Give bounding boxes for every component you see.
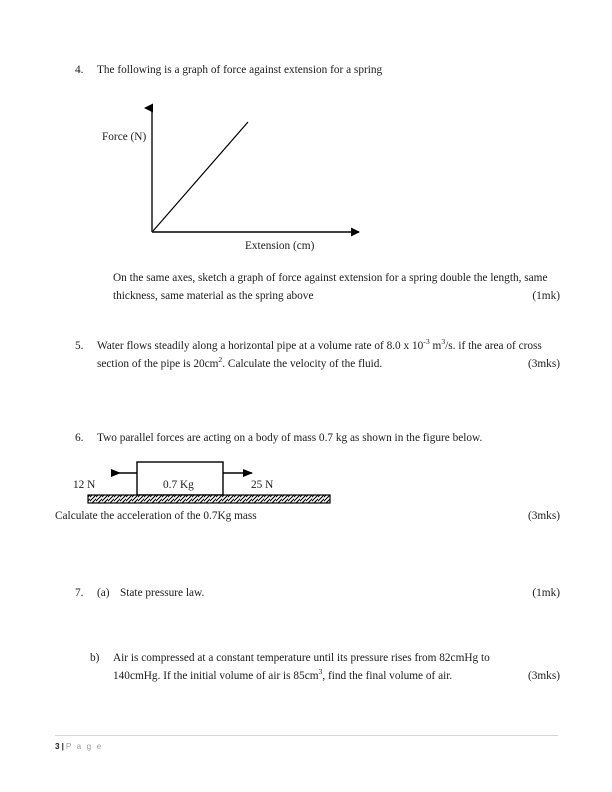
question-6-marks: (3mks) [527, 510, 560, 522]
question-4-marks: (1mk) [532, 290, 560, 302]
question-7a-marks: (1mk) [532, 587, 560, 599]
graph-y-axis-label: Force (N) [102, 131, 147, 143]
q7b-exponent-cubed: 3 [318, 666, 323, 676]
ground-surface [88, 495, 330, 503]
q5-text-b: m [429, 340, 442, 352]
question-5-marks: (3mks) [527, 358, 560, 370]
question-4-stem: The following is a graph of force against extension for a spring [97, 64, 383, 76]
q5-text-c: /s. if the area of cross section of the pipe is 20cm [97, 340, 542, 370]
question-6-number: 6. [75, 432, 84, 444]
q5-text-d: . Calculate the velocity of the fluid. [222, 357, 383, 370]
footer-page-number: 3 [55, 742, 60, 751]
q5-exponent-minus3: -3 [423, 337, 430, 347]
mass-block-label: 0.7 Kg [163, 479, 194, 491]
question-7b-label: b) [90, 652, 100, 664]
graph-series-line [153, 122, 248, 231]
question-6-stem: Two parallel forces are acting on a body of mass 0.7 kg as shown in the figure below. [97, 432, 483, 444]
footer-page-word: P a g e [65, 742, 103, 751]
question-6-calculate-line: Calculate the acceleration of the 0.7Kg mass [55, 510, 257, 522]
force-diagram-svg [60, 455, 350, 510]
question-4-followup: On the same axes, sketch a graph of force against extension for a spring double the length, same thickness, same material as the spring above [113, 272, 548, 302]
question-7a-label: (a) [97, 587, 110, 599]
question-7b-marks: (3mks) [527, 670, 560, 682]
question-7a-text: State pressure law. [120, 587, 205, 599]
q7b-text-a: Air is compressed at a constant temperature until its pressure rises from 82cmHg to 140cmHg. If the initial volume of air is 85cm [113, 652, 490, 682]
footer-separator: | [61, 742, 64, 751]
right-force-label: 25 N [251, 479, 274, 491]
q7b-text-b: , find the final volume of air. [322, 669, 453, 682]
graph-x-axis-label: Extension (cm) [245, 240, 315, 252]
force-extension-graph [95, 95, 385, 260]
question-7-number: 7. [75, 587, 84, 599]
question-4-number: 4. [75, 64, 84, 76]
footer-divider [55, 735, 558, 736]
question-7b-text [113, 650, 513, 685]
question-5-number: 5. [75, 340, 84, 352]
page-footer [55, 742, 103, 751]
force-diagram [60, 455, 350, 510]
left-force-label: 12 N [73, 479, 96, 491]
graph-svg [95, 95, 385, 260]
q5-exponent-cubed: 3 [441, 337, 446, 347]
q5-text-a: Water flows steadily along a horizontal pipe at a volume rate of 8.0 x 10 [97, 340, 424, 352]
q5-exponent-squared: 2 [218, 354, 223, 364]
